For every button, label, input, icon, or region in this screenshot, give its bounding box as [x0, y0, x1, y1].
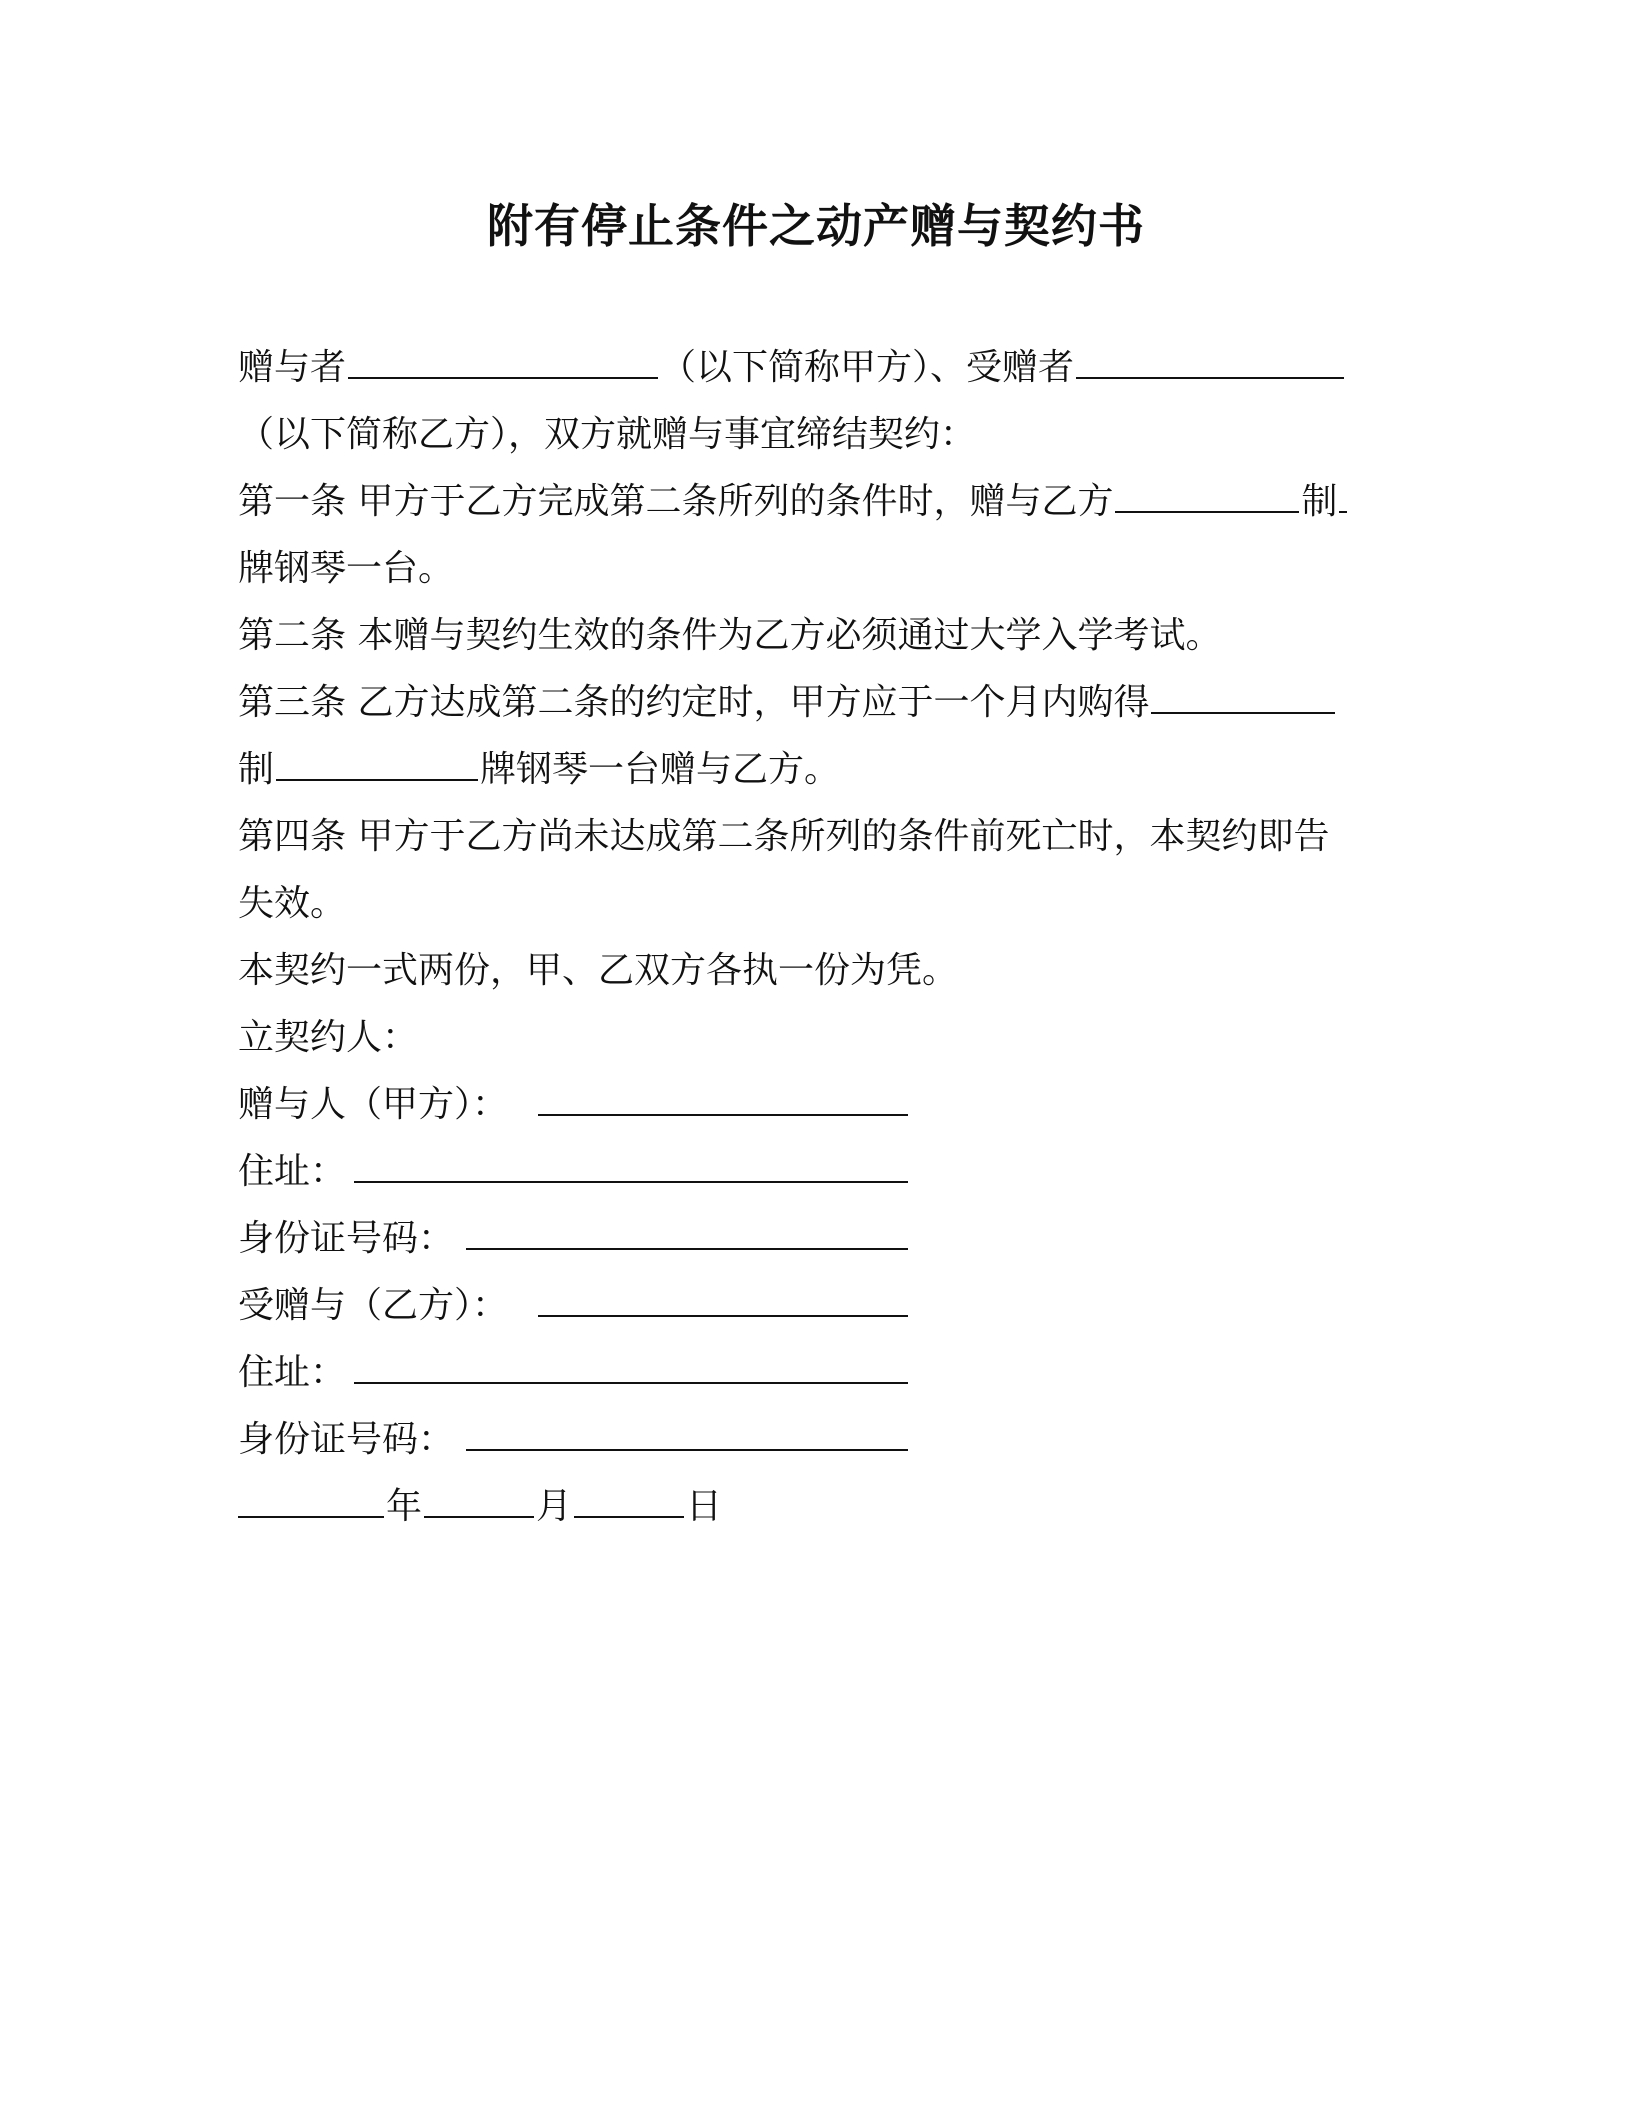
month-blank[interactable]: [424, 1482, 534, 1518]
donor-name-blank[interactable]: [348, 343, 658, 379]
donor-suffix: （以下简称甲方）、受赠者: [660, 347, 1075, 388]
article-1-text: 第一条 甲方于乙方完成第二条所列的条件时，赠与乙方: [238, 481, 1114, 522]
donee-name-blank[interactable]: [1076, 343, 1344, 379]
article-3-text-2: 牌钢琴一台赠与乙方。: [480, 749, 841, 790]
copies-line: [238, 946, 958, 996]
date-line: [238, 1482, 722, 1532]
donee-field-blank[interactable]: [538, 1281, 908, 1317]
donee-address-label: 住址：: [238, 1352, 347, 1393]
donor-field: [238, 1080, 508, 1130]
article-3-maker-blank[interactable]: [1151, 678, 1335, 714]
article-3-made-label: 制: [238, 749, 275, 790]
intro-line-1: [238, 343, 1346, 393]
copies-text: 本契约一式两份，甲、乙双方各执一份为凭。: [238, 950, 959, 991]
article-3-line-2: [238, 745, 840, 795]
month-label: 月: [536, 1486, 573, 1527]
article-3-line-1: [238, 678, 1337, 728]
article-2-line: [238, 611, 1221, 661]
donor-address-field: [238, 1147, 346, 1197]
donee-id-blank[interactable]: [466, 1415, 908, 1451]
donor-field-label: 赠与人（甲方）：: [238, 1084, 509, 1125]
day-label: 日: [686, 1486, 723, 1527]
year-label: 年: [386, 1486, 423, 1527]
article-1-text-2: 牌钢琴一台。: [238, 548, 455, 589]
year-blank[interactable]: [238, 1482, 384, 1518]
donor-address-label: 住址：: [238, 1151, 347, 1192]
donor-label: 赠与者: [238, 347, 347, 388]
article-1-line-2: [238, 544, 454, 594]
article-1-maker-blank[interactable]: [1115, 477, 1299, 513]
donor-id-label: 身份证号码：: [238, 1218, 455, 1259]
article-4-line-2: [238, 879, 346, 929]
article-2-text: 第二条 本赠与契约生效的条件为乙方必须通过大学入学考试。: [238, 615, 1222, 656]
article-1-brand-blank[interactable]: [1339, 477, 1347, 513]
donor-field-blank[interactable]: [538, 1080, 908, 1116]
day-blank[interactable]: [574, 1482, 684, 1518]
donee-address-blank[interactable]: [354, 1348, 908, 1384]
article-3-text: 第三条 乙方达成第二条的约定时，甲方应于一个月内购得: [238, 682, 1150, 723]
donee-field-label: 受赠与（乙方）：: [238, 1285, 509, 1326]
donee-field: [238, 1281, 508, 1331]
intro-text: （以下简称乙方），双方就赠与事宜缔结契约：: [238, 414, 977, 455]
article-4-text: 第四条 甲方于乙方尚未达成第二条所列的条件前死亡时，本契约即告: [238, 816, 1330, 857]
signatories-heading-text: 立契约人：: [238, 1017, 419, 1058]
article-4-text-2: 失效。: [238, 883, 347, 924]
signatories-heading: [238, 1013, 418, 1063]
article-1-made-label: 制: [1301, 481, 1338, 522]
donee-address-field: [238, 1348, 346, 1398]
document-title: 附有停止条件之动产赠与契约书: [487, 199, 1145, 253]
donor-address-blank[interactable]: [354, 1147, 908, 1183]
intro-line-2: [238, 410, 976, 460]
donee-id-field: [238, 1415, 454, 1465]
article-4-line-1: [238, 812, 1329, 862]
donor-id-field: [238, 1214, 454, 1264]
donee-id-label: 身份证号码：: [238, 1419, 455, 1460]
donor-id-blank[interactable]: [466, 1214, 908, 1250]
article-1-line-1: [238, 477, 1349, 527]
article-3-brand-blank[interactable]: [276, 745, 478, 781]
